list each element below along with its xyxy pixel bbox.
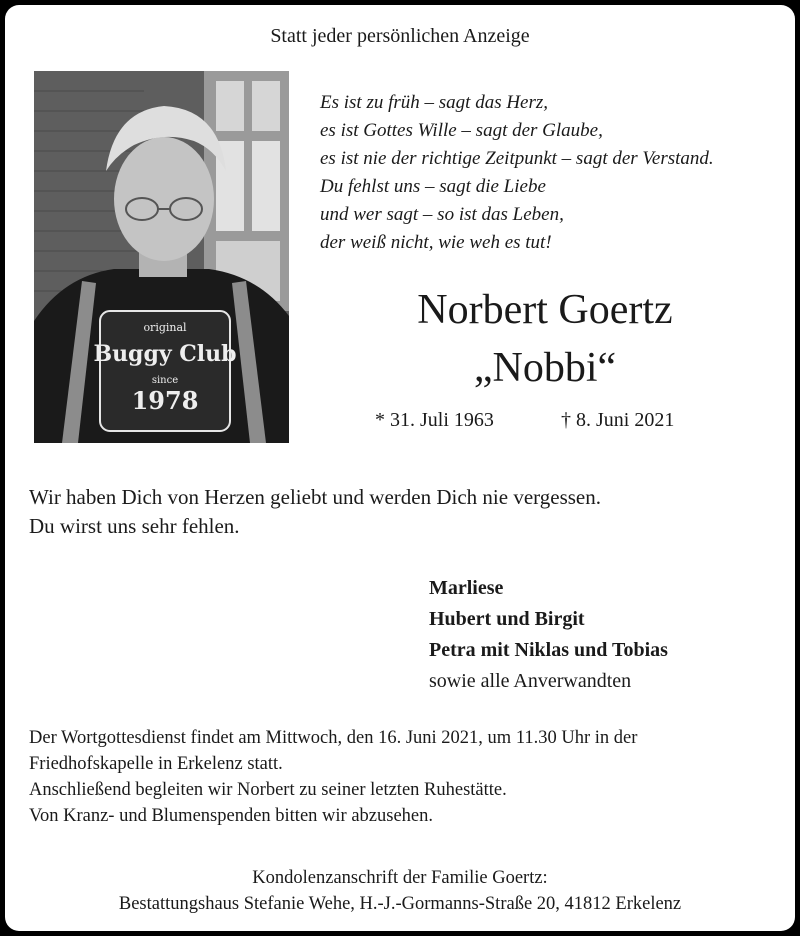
mourners-list bbox=[429, 573, 668, 697]
condolence-address bbox=[5, 865, 795, 917]
poem-line: der weiß nicht, wie weh es tut! bbox=[320, 232, 552, 253]
tribute-text bbox=[29, 483, 601, 541]
mourner: Petra mit Niklas und Tobias bbox=[429, 639, 668, 661]
service-line: Der Wortgottesdienst findet am Mittwoch, den 16. Juni 2021, um 11.30 Uhr in der bbox=[29, 728, 638, 748]
poem-line: es ist nie der richtige Zeitpunkt – sagt der Verstand. bbox=[320, 148, 714, 169]
death-date: † 8. Juni 2021 bbox=[561, 409, 675, 431]
poem-line: und wer sagt – so ist das Leben, bbox=[320, 204, 564, 225]
shirt-print-text: 1978 bbox=[131, 386, 199, 415]
footer-line: Kondolenzanschrift der Familie Goertz: bbox=[252, 868, 548, 888]
poem-line: Du fehlst uns – sagt die Liebe bbox=[320, 176, 546, 197]
poem-line: es ist Gottes Wille – sagt der Glaube, bbox=[320, 120, 603, 141]
shirt-print-text: since bbox=[151, 375, 179, 386]
deceased-nickname: „Nobbi“ bbox=[473, 345, 617, 391]
poem-line: Es ist zu früh – sagt das Herz, bbox=[320, 92, 549, 113]
obituary-card bbox=[5, 5, 795, 931]
service-line: Friedhofskapelle in Erkelenz statt. bbox=[29, 754, 283, 774]
portrait-photo bbox=[34, 71, 289, 443]
service-line: Anschließend begleiten wir Norbert zu seiner letzten Ruhestätte. bbox=[29, 780, 507, 800]
mourner: Marliese bbox=[429, 577, 504, 599]
tribute-line: Du wirst uns sehr fehlen. bbox=[29, 514, 240, 538]
footer-line: Bestattungshaus Stefanie Wehe, H.-J.-Gormanns-Straße 20, 41812 Erkelenz bbox=[118, 894, 682, 914]
service-info bbox=[29, 725, 637, 829]
mourner: Hubert und Birgit bbox=[429, 608, 585, 630]
service-line: Von Kranz- und Blumenspenden bitten wir abzusehen. bbox=[29, 806, 433, 826]
shirt-print-text: Buggy Club bbox=[93, 341, 237, 367]
deceased-name: Norbert Goertz bbox=[417, 287, 673, 333]
mourner: sowie alle Anverwandten bbox=[429, 670, 632, 692]
poem bbox=[320, 89, 714, 257]
tribute-line: Wir haben Dich von Herzen geliebt und werden Dich nie vergessen. bbox=[29, 485, 601, 509]
birth-date: * 31. Juli 1963 bbox=[375, 409, 494, 431]
header-note: Statt jeder persönlichen Anzeige bbox=[270, 25, 530, 47]
shirt-print-text: original bbox=[143, 321, 187, 334]
